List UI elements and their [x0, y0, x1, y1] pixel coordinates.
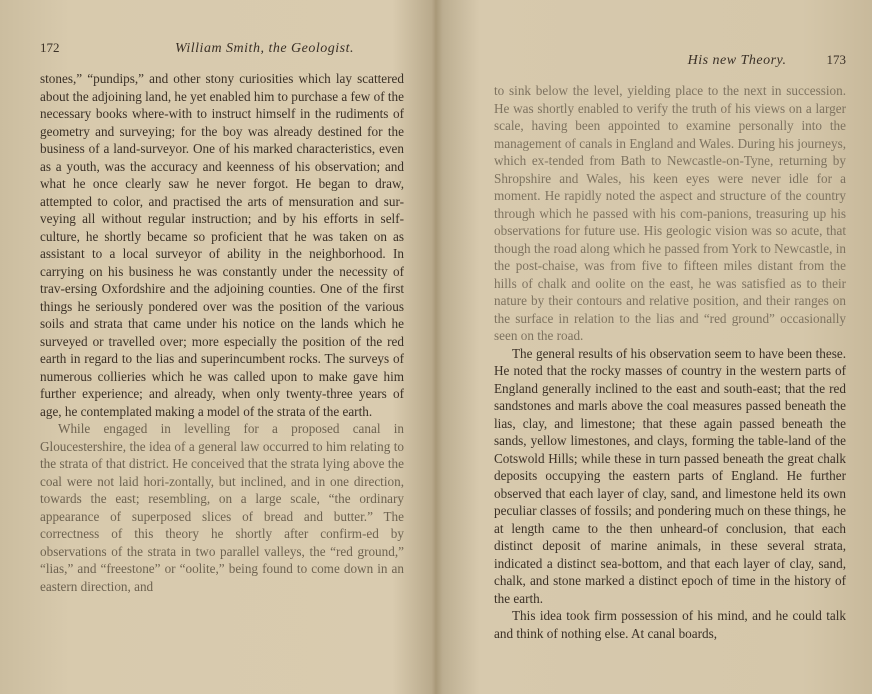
left-page-header: [40, 40, 404, 60]
left-paragraph-2: While engaged in levelling for a proposed canal in Gloucestershire, the idea of a general law occurred to him relating to the strata of that district. He conceived that the strata lying above the coal were not laid hori-zontally, but inclined, and in one direction, towards the east; resembling, on a large scale, “the ordinary appearance of superposed slices of bread and butter.” The correctness of this theory he shortly after confirm-ed by observations of the strata in two parallel valleys, the “red ground,” “lias,” and “freestone” or “oolite,” being found to come down in an eastern direction, and: [40, 421, 404, 594]
left-paragraph-1: stones,” “pundips,” and other stony curiosities which lay scattered about the adjoining land, he yet enabled him to purchase a few of the necessary books where-with to instruct himself in the rudiments of geometry and surveying; for the boy was already destined for the business of a land-surveyor. One of his marked characteristics, even as a youth, was the accuracy and keenness of his observation; and what he once clearly saw he never forgot. He began to draw, attempted to color, and practised the arts of mensuration and sur-veying all without regular instruction; and by his efforts in self-culture, he shortly became so proficient that he was taken on as assistant to a local surveyor of ability in the neighborhood. In carrying on his business he was constantly under the necessity of trav-ersing Oxfordshire and the adjoining counties. One of the first things he seriously pondered over was the position of the various soils and strata that came under his notice on the lands which he surveyed or travelled over; more especially the position of the red earth in regard to the lias and superincumbent rocks. The surveys of numerous collieries which he was called upon to make gave him further experience; and already, when only twenty-three years of age, he contemplated making a model of the strata of the earth.: [40, 71, 405, 419]
right-paragraph-2: The general results of his observation seem to have been these. He noted that the rocky masses of country in the western parts of England generally inclined to the east and south-east; that the red sandstones and marls above the coal measures passed beneath the lias, clay, and limestone; that these again passed beneath the sands, yellow limestones, and clays, forming the table-land of the Cotswold Hills; while these in turn passed beneath the great chalk deposits occupying the eastern parts of England. He further observed that each layer of clay, sand, and limestone held its own peculiar classes of fossils; and pondering much on these things, he at length came to the then unheard-of conclusion, that each distinct deposit of marine animals, in these several strata, indicated a distinct sea-bottom, and that each layer of clay, sand, chalk, and stone marked a distinct epoch of time in the history of the earth.: [494, 345, 846, 606]
right-page-header: [494, 52, 846, 72]
right-running-head: His new Theory.: [687, 53, 787, 68]
left-page-body: [40, 70, 404, 595]
left-running-head: William Smith, the Geologist.: [175, 41, 354, 56]
right-paragraph-3: This idea took firm possession of his mind, and he could talk and think of nothing else. At canal boards,: [494, 608, 846, 641]
right-page-number: 173: [826, 52, 846, 67]
right-paragraph-1: to sink below the level, yielding place to the next in succession. He was shortly enabled to verify the truth of his views on a larger scale, having been appointed to examine personally into the management of canals in England and Wales. During his journeys, which ex-tended from Bath to Newcastle-on-Tyne, returning by Shropshire and Wales, his keen eyes were never idle for a moment. He rapidly noted the aspect and structure of the country through which he passed with his com-panions, treasuring up his observations for future use. His geologic vision was so acute, that though the road along which he passed from York to Newcastle, in the post-chaise, was from five to fifteen miles distant from the hills of chalk and oolite on the east, he was satisfied as to their nature by their contours and relative position, and their ranges on the surface in relation to the lias and “red ground” occasionally seen on the road.: [494, 83, 846, 343]
right-page: [440, 0, 872, 694]
left-page: [0, 0, 428, 694]
right-page-body: [494, 82, 846, 642]
left-page-number: 172: [40, 40, 60, 55]
